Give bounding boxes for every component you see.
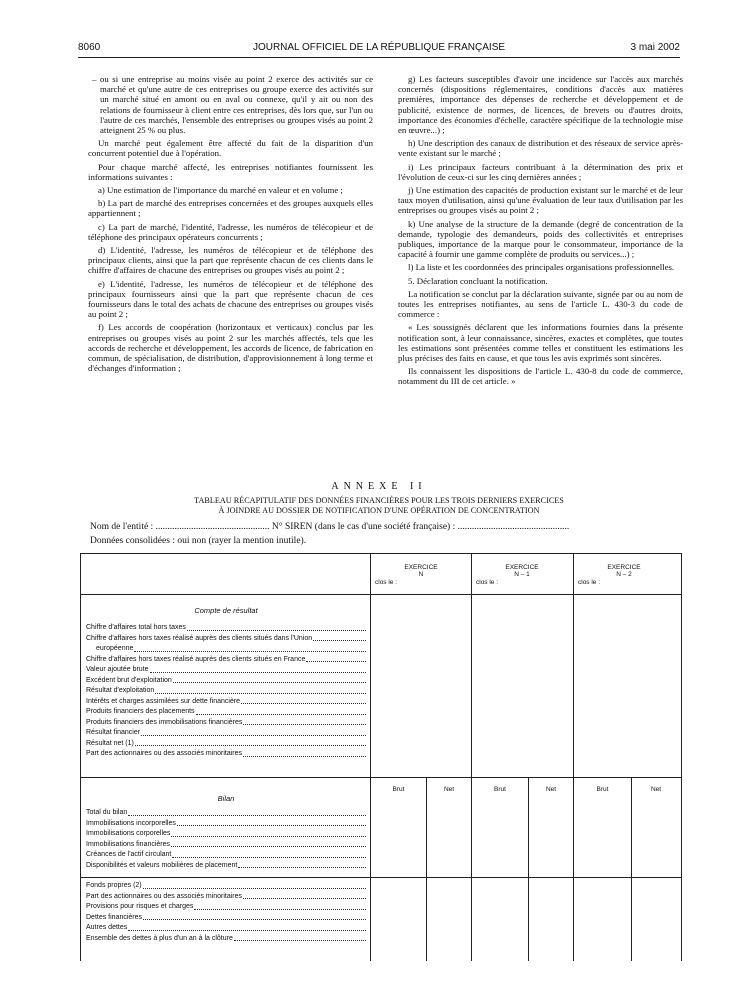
dotted-leader — [177, 819, 366, 827]
dotted-leader — [241, 697, 366, 705]
paragraph: La notification se conclut par la déclaration suivante, signée par ou au nom de toutes les entreprises notifiantes, au sens de l'article L. 430-3 du code de commerce : — [398, 288, 683, 320]
dotted-leader — [155, 686, 366, 694]
table-divider — [81, 777, 681, 778]
table-divider — [631, 777, 632, 961]
paragraph: f) Les accords de coopération (horizontaux et verticaux) conclus par les entreprises ou groupes visés au point 2 sur les marchés affectés, tels que les accords de recherche et développement, les accords de licence, de fabrication en commun, de spécialisation, de distribution, d'approvisionnement à long terme et d'échanges d'information ; — [88, 322, 373, 374]
dotted-leader — [135, 739, 366, 747]
table-row — [86, 676, 366, 687]
balance-sheet-rows-liabilities — [86, 881, 366, 944]
exercise-year: N – 1 — [514, 571, 530, 579]
exercise-year: N — [418, 571, 424, 579]
row-label: Part des actionnaires ou des associés minoritaires — [86, 750, 243, 757]
table-row — [86, 655, 366, 666]
row-label: Produits financiers des immobilisations financières — [86, 718, 243, 726]
paragraph: Ils connaissent les dispositions de l'article L. 430-8 du code de commerce, notamment du III de cet article. » — [398, 366, 683, 387]
right-text-column — [398, 74, 683, 390]
dotted-leader — [243, 892, 366, 900]
table-divider — [81, 877, 681, 878]
page-header — [78, 42, 680, 56]
dotted-leader — [128, 808, 366, 816]
paragraph: – ou si une entreprise au moins visée au point 2 exerce des activités sur ce marché et qu'une autre de ces entreprises ou groupe exerce des activités sur un marché situé en amont ou en aval ou connexe, qu'il y ait ou non des relations de fournisseur à client entre ces entreprises, dès lors que, sur l'un ou l'autre de ces marchés, l'ensemble des entreprises ou groupes visés au point 2 atteignent 25 % ou plus. — [92, 74, 373, 136]
dotted-leader — [243, 749, 366, 757]
paragraph: g) Les facteurs susceptibles d'avoir une incidence sur l'accès aux marchés concernés (dispositions réglementaires, conditions d'accès aux matières premières, importance des dépenses de recherche et développement et de publicité, existence de normes, de licences, de brevets ou d'autres droits, importance des économies d'échelle, caractère spécifique de la technologie mise en œuvre...) ; — [398, 74, 683, 136]
row-label: Immobilisations corporelles — [86, 830, 171, 837]
journal-title: JOURNAL OFFICIEL DE LA RÉPUBLIQUE FRANÇAISE — [252, 42, 506, 53]
table-row — [86, 707, 366, 718]
table-row — [86, 934, 366, 945]
brut-label: Brut — [596, 786, 609, 793]
table-row — [86, 749, 366, 760]
income-statement-title: Compte de résultat — [194, 606, 258, 615]
exercise-header-n-1 — [472, 564, 572, 586]
row-label: Provisions pour risques et charges — [86, 903, 194, 910]
table-row — [86, 913, 366, 924]
balance-sheet-title: Bilan — [217, 794, 235, 803]
balance-sheet-rows — [86, 808, 366, 871]
row-label: Résultat d'exploitation — [86, 687, 155, 694]
annex-heading: ANNEXE II — [331, 481, 427, 492]
table-row — [86, 728, 366, 739]
paragraph: c) La part de marché, l'identité, l'adresse, les numéros de télécopieur et de téléphone des principaux opérateurs concurrents ; — [88, 221, 373, 242]
annex-title-line-2: À JOINDRE AU DOSSIER DE NOTIFICATION D'UNE OPÉRATION DE CONCENTRATION — [218, 505, 540, 515]
dotted-leader — [243, 718, 366, 726]
brut-label: Brut — [392, 786, 405, 793]
table-row — [86, 718, 366, 729]
row-label: Disponibilités et valeurs mobilières de placement — [86, 861, 238, 869]
dotted-leader — [143, 913, 366, 921]
table-row — [86, 623, 366, 634]
row-label: Excédent brut d'exploitation — [86, 676, 172, 684]
table-row — [86, 861, 366, 872]
exercise-label: EXERCICE — [404, 564, 438, 571]
table-divider — [370, 554, 371, 961]
dotted-leader — [238, 861, 366, 869]
paragraph: i) Les principaux facteurs contribuant à la détermination des prix et l'évolution de ceux-ci sur les cinq dernières années ; — [398, 161, 683, 182]
dotted-leader — [313, 634, 366, 642]
row-label: Valeur ajoutée brute — [86, 666, 149, 673]
paragraph: 5. Déclaration concluant la notification. — [408, 275, 548, 286]
dotted-leader — [143, 881, 366, 889]
dotted-leader — [173, 676, 366, 684]
table-row — [86, 892, 366, 903]
dotted-leader — [134, 644, 366, 652]
income-statement-rows — [86, 623, 366, 760]
financial-summary-table — [80, 553, 682, 961]
paragraph: b) La part de marché des entreprises concernées et des groupes auxquels elles appartiennent ; — [88, 198, 373, 219]
table-row — [86, 850, 366, 861]
exercise-header-n — [371, 564, 471, 586]
row-label: Immobilisations financières — [86, 840, 171, 848]
row-label: Ensemble des dettes à plus d'un an à la clôture — [86, 934, 233, 942]
row-label: européenne — [96, 645, 134, 652]
exercise-closing: clos le : — [578, 578, 601, 586]
table-divider — [573, 554, 574, 961]
left-text-column — [88, 74, 373, 376]
table-row — [86, 819, 366, 830]
table-divider — [426, 777, 427, 961]
table-row — [86, 902, 366, 913]
net-label: Net — [545, 786, 557, 793]
dotted-leader — [196, 707, 366, 715]
table-row — [86, 686, 366, 697]
exercise-closing: clos le : — [375, 578, 398, 586]
table-row — [86, 739, 366, 750]
dotted-leader — [306, 655, 366, 663]
paragraph: l) La liste et les coordonnées des principales organisations professionnelles. — [408, 262, 675, 273]
net-label: Net — [650, 786, 662, 793]
exercise-header-n-2 — [574, 564, 674, 586]
table-row — [86, 923, 366, 934]
paragraph: d) L'identité, l'adresse, les numéros de télécopieur et de téléphone des principaux clients, ainsi que la part que représente chacun de ces clients dans le chiffre d'affaires de chacune des entreprises ou groupes visés au point 2 ; — [88, 245, 373, 276]
net-label: Net — [443, 786, 455, 793]
paragraph: j) Une estimation des capacités de production existant sur le marché et de leur taux moyen d'utilisation, ainsi qu'une évaluation de leur taux d'utilisation par les entreprises ou groupes visés au point 2 ; — [398, 185, 683, 216]
paragraph: a) Une estimation de l'importance du marché en valeur et en volume ; — [98, 185, 343, 196]
row-label: Dettes financières — [86, 913, 143, 921]
annex-title-line-1: TABLEAU RÉCAPITULATIF DES DONNÉES FINANCIÈRES POUR LES TROIS DERNIERS EXERCICES — [194, 496, 564, 505]
table-row — [86, 881, 366, 892]
dotted-leader — [141, 728, 366, 736]
table-row — [86, 808, 366, 819]
row-label: Total du bilan — [86, 809, 128, 816]
paragraph: e) L'identité, l'adresse, les numéros de télécopieur et de téléphone des principaux fournisseurs ainsi que la part que représente chacun de ces fournisseurs dans le total des achats de chacune des entreprises ou groupes visés au point 2 ; — [88, 278, 373, 320]
consolidated-data-field: Données consolidées : oui non (rayer la mention inutile). — [90, 536, 307, 546]
page-number: 8060 — [78, 42, 101, 53]
entity-name-field: Nom de l'entité : ................................................ N° SIREN (dans le cas d'une société française) : ............................................... — [90, 522, 570, 532]
dotted-leader — [171, 840, 366, 848]
table-divider — [471, 554, 472, 961]
table-row — [86, 840, 366, 851]
row-label: Résultat net (1) — [86, 739, 134, 747]
paragraph: k) Une analyse de la structure de la demande (degré de concentration de la demande, typologie des demandeurs, poids des collectivités et entreprises publiques, importance de la marque pour le consommateur, importance de la capacité à fournir une gamme complète de produits ou services...) ; — [398, 218, 683, 260]
table-divider — [81, 594, 681, 595]
dotted-leader — [128, 923, 366, 931]
brut-label: Brut — [494, 786, 506, 793]
row-label: Autres dettes — [86, 924, 128, 931]
dotted-leader — [194, 902, 366, 910]
row-label: Créances de l'actif circulant — [86, 851, 172, 858]
dotted-leader — [234, 934, 366, 942]
dotted-leader — [171, 829, 366, 837]
table-row — [86, 665, 366, 676]
issue-date: 3 mai 2002 — [630, 42, 680, 53]
dotted-leader — [187, 623, 366, 631]
exercise-closing: clos le : — [476, 578, 499, 586]
header-rule — [78, 57, 680, 58]
table-row — [86, 829, 366, 840]
paragraph: h) Une description des canaux de distribution et des réseaux de service après-vente existant sur le marché ; — [398, 138, 683, 159]
row-label: Chiffre d'affaires hors taxes réalisé auprès des clients situés en France — [86, 655, 306, 663]
row-label: Chiffre d'affaires hors taxes réalisé auprès des clients situés dans l'Union — [86, 634, 313, 642]
table-row — [86, 644, 366, 655]
exercise-label: EXERCICE — [607, 564, 641, 571]
paragraph: Un marché peut également être affecté du fait de la disparition d'un concurrent potentiel due à l'opération. — [88, 138, 373, 159]
row-label: Immobilisations incorporelles — [86, 819, 176, 827]
row-label: Intérêts et charges assimilées sur dette financière — [86, 697, 241, 705]
annex-table-title — [78, 496, 680, 515]
table-divider — [528, 777, 529, 961]
row-label: Produits financiers des placements — [86, 708, 195, 715]
row-label: Part des actionnaires ou des associés minoritaires — [86, 892, 243, 900]
table-row — [86, 697, 366, 708]
row-label: Résultat financier — [86, 729, 141, 736]
dotted-leader — [172, 850, 366, 858]
exercise-year: N – 2 — [616, 571, 632, 579]
paragraph: « Les soussignés déclarent que les informations fournies dans la présente notification sont, à leur connaissance, sincères, exactes et complètes, que toutes les estimations sont présentées comme telles et constituent les estimations les plus précises des faits en cause, et que tous les avis exprimés sont sincères. — [398, 322, 683, 364]
row-label: Chiffre d'affaires total hors taxes — [86, 624, 186, 631]
row-label: Fonds propres (2) — [86, 882, 142, 889]
table-row — [86, 634, 366, 645]
dotted-leader — [150, 665, 366, 673]
exercise-label: EXERCICE — [505, 564, 539, 571]
paragraph: Pour chaque marché affecté, les entreprises notifiantes fournissent les informations suivantes : — [88, 161, 373, 182]
